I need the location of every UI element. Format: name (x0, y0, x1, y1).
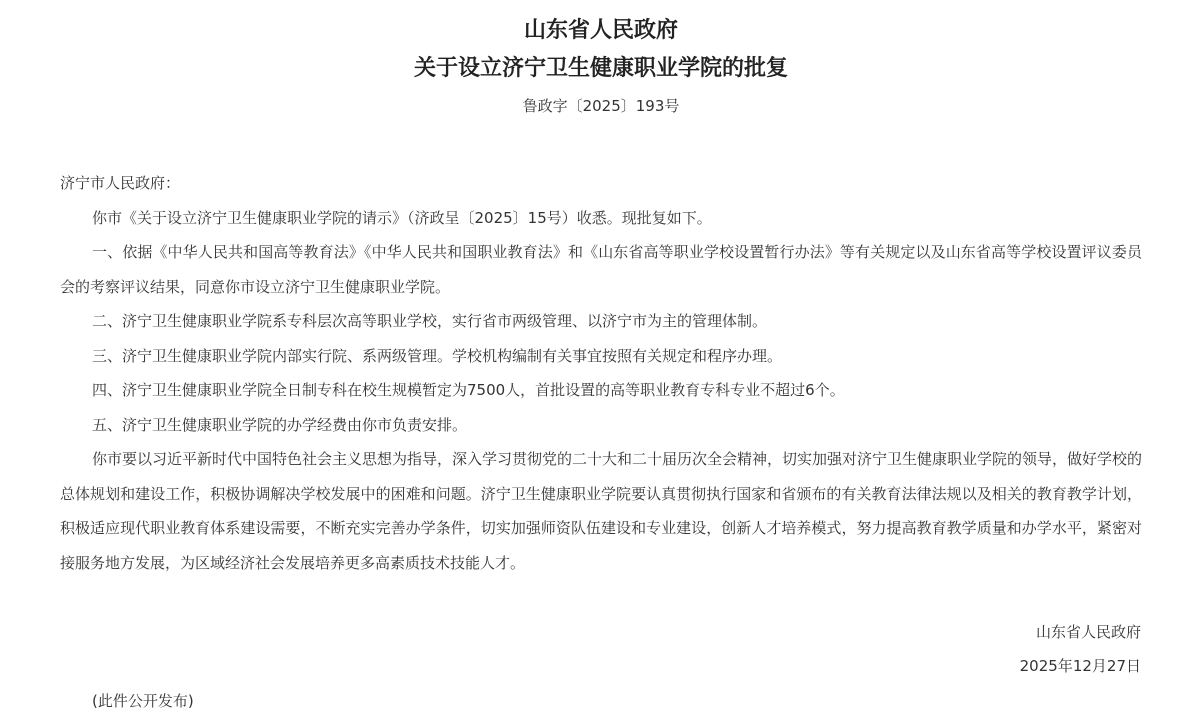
document-title: 关于设立济宁卫生健康职业学院的批复 (413, 56, 788, 81)
signature-issuer: 山东省人民政府 (1035, 623, 1141, 641)
paragraph-item-1: 一、依据《中华人民共和国高等教育法》《中华人民共和国职业教育法》和《山东省高等职业学校设置暂行办法》等有关规定以及山东省高等学校设置评议委员会的考察评议结果，同意你市设立济宁卫生健康职业学院。 (60, 243, 1142, 296)
paragraph-item-3: 三、济宁卫生健康职业学院内部实行院、系两级管理。学校机构编制有关事宜按照有关规定和程序办理。 (92, 346, 783, 365)
addressee: 济宁市人民政府： (60, 174, 181, 192)
publication-note: (此件公开发布) (92, 692, 194, 710)
paragraph-requirements: 你市要以习近平新时代中国特色社会主义思想为指导，深入学习贯彻党的二十大和二十届历次全会精神，切实加强对济宁卫生健康职业学院的领导，做好学校的总体规划和建设工作，积极协调解决学校发展中的困难和问题。济宁卫生健康职业学院要认真贯彻执行国家和省颁布的有关教育法律法规以及相关的教育教学计划，积极适应现代职业教育体系建设需要，不断充实完善办学条件，切实加强师资队伍建设和专业建设，创新人才培养模式，努力提高教育教学质量和办学水平，紧密对接服务地方发展，为区域经济社会发展培养更多高素质技术技能人才。 (60, 450, 1143, 572)
document-number: 鲁政字〔2025〕193号 (522, 97, 680, 115)
signature-date: 2025年12月27日 (1019, 657, 1141, 675)
paragraph-item-4: 四、济宁卫生健康职业学院全日制专科在校生规模暂定为7500人，首批设置的高等职业教育专科专业不超过6个。 (92, 381, 845, 399)
document-body (60, 166, 1142, 580)
paragraph-item-5: 五、济宁卫生健康职业学院的办学经费由你市负责安排。 (92, 415, 468, 434)
paragraph-receipt: 你市《关于设立济宁卫生健康职业学院的请示》（济政呈〔2025〕15号）收悉。现批复如下。 (92, 208, 712, 227)
paragraph-item-2: 二、济宁卫生健康职业学院系专科层次高等职业学校，实行省市两级管理、以济宁市为主的管理体制。 (92, 312, 768, 330)
issuer-title: 山东省人民政府 (523, 18, 678, 43)
